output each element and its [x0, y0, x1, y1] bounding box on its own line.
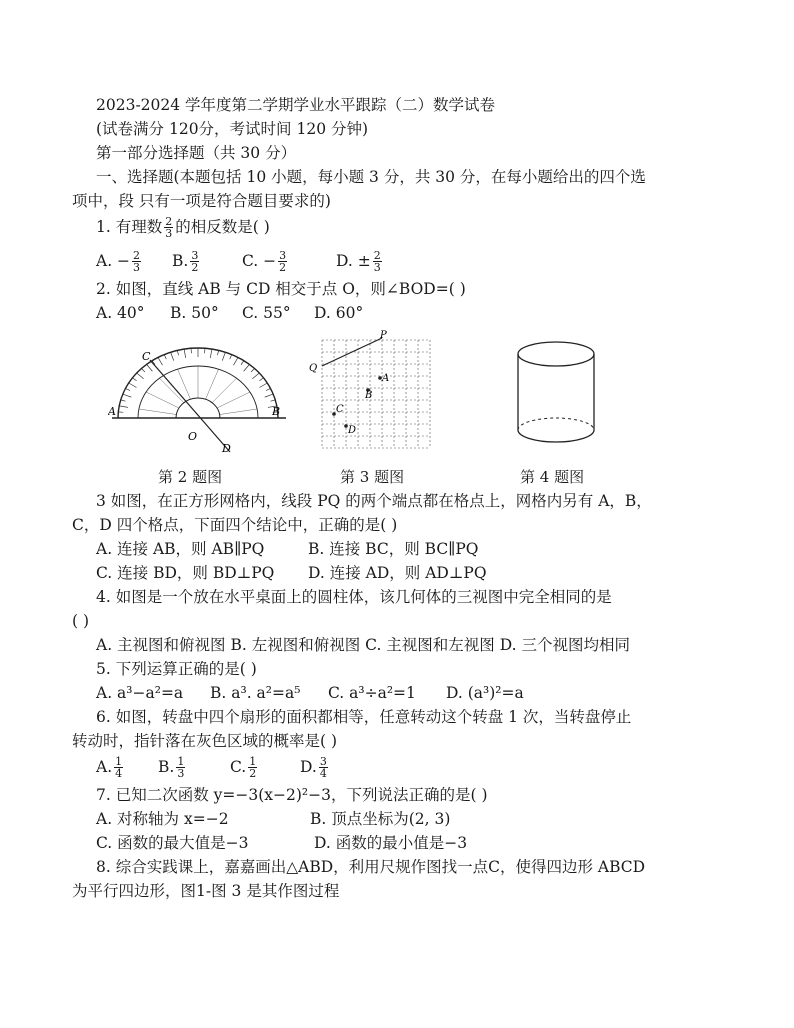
protractor-ray — [139, 409, 176, 415]
q1-option-d-frac — [373, 250, 382, 273]
square-grid — [322, 340, 430, 448]
section-intro-line2: 项中，段 只有一项是符合题目要求的) — [72, 192, 331, 210]
q6-option-b[interactable] — [158, 756, 187, 780]
q1-stem-before: 1. 有理数 — [96, 218, 163, 236]
label-b: B — [272, 405, 281, 418]
q6-option-d-den: 4 — [319, 766, 327, 780]
q8-line1: 8. 综合实践课上，嘉嘉画出△ABD，利用尺规作图找一点C，使得四边形 ABCD — [96, 858, 646, 876]
label-b-grid: B — [365, 390, 373, 401]
protractor-tick — [241, 361, 244, 365]
q7-options-row1 — [96, 808, 596, 830]
protractor-tick — [266, 388, 271, 390]
q4-line2: ( ) — [72, 612, 90, 630]
q1-option-b-frac — [190, 250, 199, 273]
protractor-tick — [147, 364, 153, 371]
q1-option-a-frac — [132, 250, 141, 273]
q1-option-b[interactable] — [172, 250, 201, 274]
q6-option-a-num: 1 — [115, 754, 123, 768]
label-c-grid: C — [336, 404, 344, 415]
protractor-tick — [158, 357, 163, 365]
q6-option-d-frac — [319, 756, 328, 779]
q1-option-c-den: 2 — [279, 260, 287, 274]
q6-option-a-frac — [114, 756, 123, 779]
q6-option-d-label: D. — [300, 758, 317, 776]
protractor-tick — [123, 394, 131, 397]
q2-option-a[interactable]: A. 40° — [96, 304, 145, 322]
figure4-caption: 第 4 题图 — [520, 468, 585, 486]
q6-option-c-den: 2 — [249, 766, 257, 780]
cylinder-bottom-back-dashed — [518, 418, 594, 430]
protractor-tick — [217, 350, 218, 355]
q5-option-a[interactable]: A. a³−a²=a — [96, 684, 184, 702]
q7-option-c[interactable]: C. 函数的最大值是−3 — [96, 834, 249, 852]
protractor-tick — [137, 373, 144, 379]
q6-option-a-den: 4 — [115, 766, 123, 780]
protractor-tick — [244, 364, 250, 371]
protractor-tick — [164, 355, 166, 360]
q1-option-c-num: 3 — [279, 248, 287, 262]
q1-stem — [96, 216, 270, 240]
q7-option-b[interactable]: B. 顶点坐标为(2, 3) — [310, 810, 451, 828]
q3-line1: 3 如图，在正方形网格内，线段 PQ 的两个端点都在格点上，网格内另有 A，B， — [96, 492, 652, 510]
q1-options — [96, 250, 696, 274]
label-a: A — [108, 405, 116, 418]
protractor-tick — [141, 369, 145, 373]
section-intro-line1: 一、选择题(本题包括 10 小题，每小题 3 分，共 30 分，在每小题给出的四个选 — [96, 168, 646, 186]
q7-option-d[interactable]: D. 函数的最小值是−3 — [314, 834, 468, 852]
label-q: Q — [309, 363, 318, 374]
q3-option-b[interactable]: B. 连接 BC，则 BC∥PQ — [308, 540, 479, 558]
label-d: D — [222, 442, 231, 455]
q7-options-row2 — [96, 832, 596, 854]
q1-stem-after: 的相反数是( ) — [175, 218, 270, 236]
protractor-tick — [210, 349, 212, 358]
q6-line2: 转动时，指针落在灰色区域的概率是( ) — [72, 732, 338, 750]
protractor-tick — [259, 383, 267, 388]
q1-frac-den: 3 — [165, 226, 173, 240]
q3-options-row2 — [96, 562, 596, 584]
q6-option-b-label: B. — [158, 758, 175, 776]
protractor-tick — [270, 400, 275, 401]
protractor-tick — [184, 349, 186, 358]
q1-option-d-num: 2 — [373, 248, 381, 262]
q8-line2: 为平行四边形，图1-图 3 是其作图过程 — [72, 882, 340, 900]
q6-option-b-frac — [176, 756, 185, 779]
protractor-tick — [265, 394, 273, 397]
grid-figure — [306, 326, 436, 452]
q1-option-d[interactable] — [336, 250, 384, 274]
q5-stem: 5. 下列运算正确的是( ) — [96, 660, 257, 678]
q2-options — [96, 302, 496, 324]
q1-option-b-den: 2 — [191, 260, 199, 274]
protractor-tick — [132, 378, 136, 381]
figure2-caption: 第 2 题图 — [158, 468, 223, 486]
q5-option-b[interactable]: B. a³. a²=a⁵ — [210, 684, 301, 702]
label-d-grid: D — [348, 425, 357, 436]
label-c: C — [142, 350, 151, 363]
exam-subtitle: (试卷满分 120分，考试时间 120 分钟) — [96, 120, 369, 138]
protractor-tick — [230, 355, 232, 360]
exam-title: 2023-2024 学年度第二学期学业水平跟踪（二）数学试卷 — [96, 96, 496, 114]
q1-option-d-den: 3 — [373, 260, 381, 274]
q2-option-d[interactable]: D. 60° — [314, 304, 364, 322]
label-o: O — [188, 430, 198, 443]
q1-option-d-label: D. ± — [336, 252, 371, 270]
q4-options[interactable]: A. 主视图和俯视图 B. 左视图和俯视图 C. 主视图和左视图 D. 三个视图均相同 — [96, 636, 630, 654]
q1-option-a-label: A. − — [96, 252, 131, 270]
protractor-tick — [177, 350, 178, 355]
q1-option-c[interactable] — [242, 250, 289, 274]
q3-options-row1 — [96, 538, 596, 560]
q6-option-c-frac — [248, 756, 257, 779]
protractor-ray — [220, 409, 257, 415]
protractor-ray — [212, 378, 236, 403]
q2-stem: 2. 如图，直线 AB 与 CD 相交于点 O，则∠BOD=( ) — [96, 280, 466, 298]
q1-option-a[interactable] — [96, 250, 143, 274]
q1-option-c-label: C. − — [242, 252, 277, 270]
figure3-caption: 第 3 题图 — [340, 468, 405, 486]
protractor-tick — [171, 352, 174, 360]
q5-options — [96, 682, 596, 704]
q1-option-a-den: 3 — [133, 260, 141, 274]
q1-option-c-frac — [278, 250, 287, 273]
q1-frac-num: 2 — [165, 214, 173, 228]
q6-option-b-num: 1 — [177, 754, 185, 768]
q7-option-a[interactable]: A. 对称轴为 x=−2 — [96, 810, 229, 828]
q3-line2: C，D 四个格点，下面四个结论中，正确的是( ) — [72, 516, 398, 534]
q2-option-c[interactable]: C. 55° — [242, 304, 291, 322]
q1-fraction — [164, 216, 173, 239]
label-a-grid: A — [382, 373, 390, 384]
q6-option-c-label: C. — [230, 758, 247, 776]
q7-stem: 7. 已知二次函数 y=−3(x−2)²−3，下列说法正确的是( ) — [96, 786, 488, 804]
protractor-figure — [108, 340, 290, 460]
q6-option-c-num: 1 — [249, 754, 257, 768]
cylinder-figure — [508, 340, 604, 450]
q5-option-d[interactable]: D. (a³)²=a — [446, 684, 524, 702]
q6-options — [96, 756, 496, 782]
q3-option-a[interactable]: A. 连接 AB，则 AB∥PQ — [96, 540, 265, 558]
protractor-tick — [129, 383, 137, 388]
protractor-tick — [222, 352, 225, 360]
q1-option-b-label: B. — [172, 252, 189, 270]
q2-option-b[interactable]: B. 50° — [170, 304, 219, 322]
protractor-ray — [159, 378, 183, 403]
protractor-tick — [252, 373, 259, 379]
protractor-tick — [259, 378, 263, 381]
q1-option-b-num: 3 — [191, 248, 199, 262]
protractor-tick — [234, 357, 239, 365]
protractor-tick — [119, 406, 128, 408]
q1-option-a-num: 2 — [133, 248, 141, 262]
protractor-ray — [217, 392, 250, 408]
q6-option-a-label: A. — [96, 758, 113, 776]
q4-line1: 4. 如图是一个放在水平桌面上的圆柱体，该几何体的三视图中完全相同的是 — [96, 588, 612, 606]
q3-option-c[interactable]: C. 连接 BD，则 BD⊥PQ — [96, 564, 275, 582]
protractor-tick — [121, 400, 126, 401]
q6-option-d-num: 3 — [319, 754, 327, 768]
q6-option-c[interactable] — [230, 756, 259, 780]
part-heading: 第一部分选择题（共 30 分） — [96, 144, 297, 162]
cylinder-top-ellipse — [518, 342, 594, 366]
q6-line1: 6. 如图，转盘中四个扇形的面积都相等，任意转动这个转盘 1 次，当转盘停止 — [96, 708, 632, 726]
protractor-ray — [206, 369, 219, 399]
label-p: P — [380, 330, 387, 341]
q6-option-d[interactable] — [300, 756, 330, 780]
protractor-tick — [251, 369, 255, 373]
q6-option-a[interactable] — [96, 756, 125, 780]
cylinder-bottom-front — [518, 430, 594, 442]
protractor-tick — [125, 388, 130, 390]
q5-option-c[interactable]: C. a³÷a²=1 — [328, 684, 416, 702]
q3-option-d[interactable]: D. 连接 AD，则 AD⊥PQ — [308, 564, 487, 582]
protractor-ray — [146, 392, 179, 408]
q6-option-b-den: 3 — [177, 766, 185, 780]
